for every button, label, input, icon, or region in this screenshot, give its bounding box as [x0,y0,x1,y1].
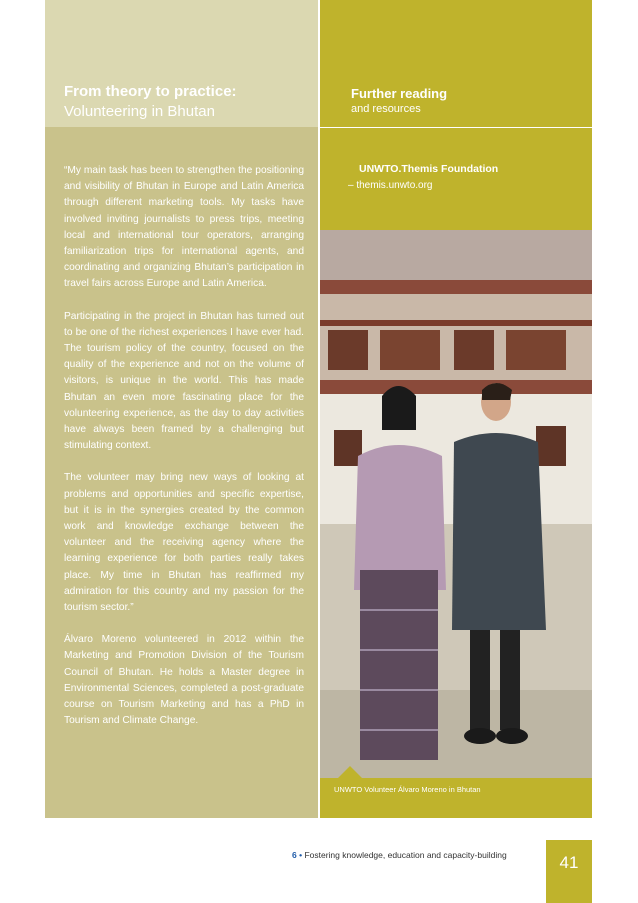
article-title [64,82,304,122]
photo-illustration [320,230,592,778]
resources-title-sub: and resources [351,103,421,115]
caption-pointer [338,766,362,778]
volunteer-photo [320,230,592,778]
article-paragraph: Álvaro Moreno volunteered in 2012 within the Marketing and Promotion Division of the Tourism Council of Bhutan. He holds a Master degree in Environmental Sciences, completed a post-graduate course on Tourism Marketing and has a PhD in Tourism and Climate Change. [64,634,304,727]
article-paragraph: The volunteer may bring new ways of looking at problems and opportunities and specific expertise, but it is in the synergies created by the common work and knowledge exchange between the volunteer and the receiving agency where the learning experience for both parties really takes place. My time in Bhutan has reaffirmed my admiration for this country and my passion for the tourism sector.” [64,472,304,614]
article-title-bold: From theory to practice: [64,83,237,100]
resources-title [351,85,581,117]
chapter-title: Fostering knowledge, education and capacity-building [302,850,507,860]
resources-title-bold: Further reading [351,86,448,101]
page-number: 41 [559,853,579,872]
resource-name: UNWTO.Themis Foundation [359,163,499,175]
chapter-footer [292,850,507,860]
photo-caption: UNWTO Volunteer Álvaro Moreno in Bhutan [334,785,481,794]
article-paragraph: “My main task has been to strengthen the positioning and visibility of Bhutan in Europe and Latin America through different marketing tools. My tasks have involved inviting journalists to press trips, meeting local and international tour operators, arranging familiarization trips for international agents, and coordinating and organizing Bhutan’s participation in travel fairs across Europe and Latin America. [64,165,304,290]
resource-link[interactable]: – themis.unwto.org [348,180,433,191]
chapter-number: 6 • [292,850,303,860]
article-title-sub: Volunteering in Bhutan [64,103,215,120]
resources-panel [320,128,592,230]
article-body [64,163,304,746]
caption-bar [320,778,592,818]
article-paragraph: Participating in the project in Bhutan has turned out to be one of the richest experiences I have ever had. The tourism policy of the country, focused on the quality of the experience and not on the volume of visitors, is unique in the world. This has made Bhutan an even more fascinating place for the volunteering experience, as the day to day activities have always been framed by a challenging but stimulating context. [64,310,304,452]
